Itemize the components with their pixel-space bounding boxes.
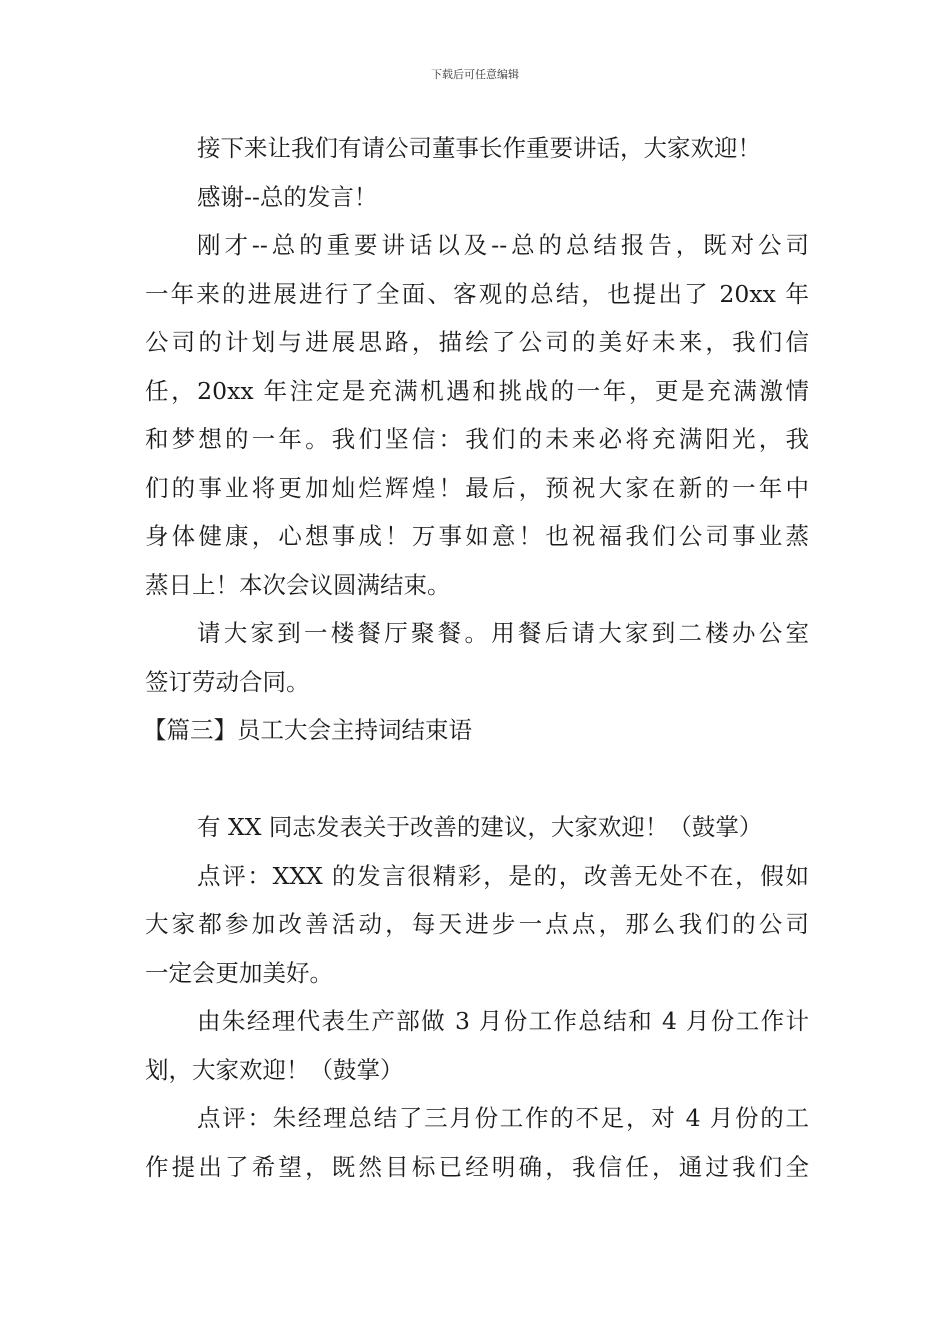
paragraph-line: 由朱经理代表生产部做 3 月份工作总结和 4 月份工作计 (197, 1007, 809, 1035)
paragraph-line: 任，20xx 年注定是充满机遇和挑战的一年，更是充满激情 (145, 376, 809, 405)
paragraph-line: 们的事业将更加灿烂辉煌！最后，预祝大家在新的一年中 (145, 473, 809, 502)
paragraph-thanks: 感谢--总的发言！ (197, 182, 378, 211)
paragraph-line: 一定会更加美好。 (145, 958, 333, 987)
paragraph-line: 点评：XXX 的发言很精彩，是的，改善无处不在，假如 (197, 861, 809, 890)
paragraph-line: 划，大家欢迎！（鼓掌） (145, 1055, 404, 1084)
paragraph-line: 一年来的进展进行了全面、客观的总结，也提出了 20xx 年 (145, 279, 809, 308)
paragraph-line: 公司的计划与进展思路，描绘了公司的美好未来，我们信 (145, 328, 809, 356)
paragraph-line: 和梦想的一年。我们坚信：我们的未来必将充满阳光，我 (145, 425, 809, 453)
paragraph-line: 作提出了希望，既然目标已经明确，我信任，通过我们全 (145, 1152, 809, 1181)
paragraph-line: 刚才--总的重要讲话以及--总的总结报告，既对公司 (197, 231, 809, 259)
paragraph-invite-chairman: 接下来让我们有请公司董事长作重要讲话，大家欢迎！ (197, 134, 761, 162)
paragraph-line: 蒸日上！本次会议圆满结束。 (145, 570, 451, 599)
paragraph-line: 点评：朱经理总结了三月份工作的不足，对 4 月份的工 (197, 1104, 809, 1132)
paragraph-comment-one (145, 852, 809, 998)
page-header: 下载后可任意编辑 (431, 68, 519, 81)
section-heading: 【篇三】员工大会主持词结束语 (143, 716, 472, 744)
paragraph-dinner (145, 609, 809, 706)
document-body (145, 124, 809, 1191)
blank-line (145, 755, 809, 804)
paragraph-suggestion: 有 XX 同志发表关于改善的建议，大家欢迎！（鼓掌） (197, 813, 763, 841)
paragraph-line: 身体健康，心想事成！万事如意！也祝福我们公司事业蒸 (145, 522, 809, 550)
paragraph-line: 大家都参加改善活动，每天进步一点点，那么我们的公司 (145, 910, 809, 938)
paragraph-comment-two (145, 1094, 809, 1191)
paragraph-summary (145, 221, 809, 609)
paragraph-line: 签订劳动合同。 (145, 667, 310, 696)
paragraph-work-summary (145, 997, 809, 1094)
paragraph-line: 请大家到一楼餐厅聚餐。用餐后请大家到二楼办公室 (197, 619, 809, 647)
